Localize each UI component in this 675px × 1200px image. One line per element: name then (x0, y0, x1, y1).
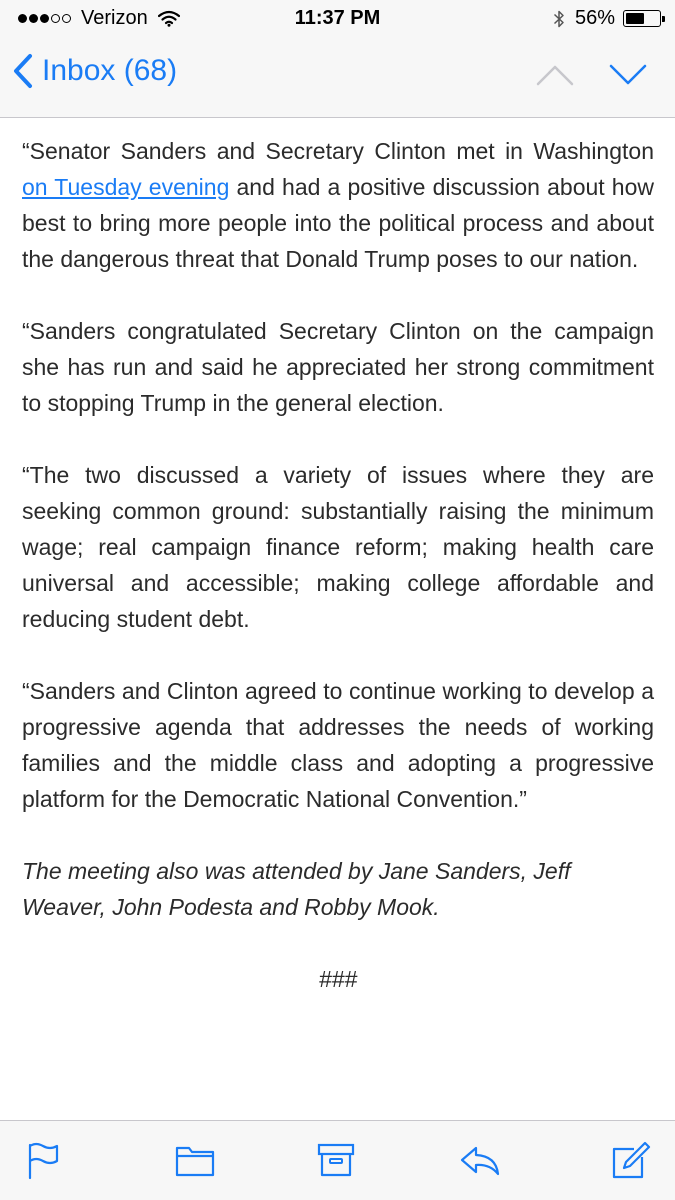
next-message-button[interactable] (608, 62, 648, 88)
date-link[interactable]: on Tuesday evening (22, 174, 230, 200)
reply-button[interactable] (454, 1137, 506, 1183)
bottom-toolbar (0, 1120, 675, 1200)
battery-icon (623, 10, 661, 27)
battery-fill (626, 13, 644, 24)
status-bar (0, 0, 675, 38)
carrier-name: Verizon (81, 7, 148, 29)
message-paragraph-5: The meeting also was attended by Jane Sanders, Jeff Weaver, John Podesta and Robby Mook. (22, 858, 571, 920)
bluetooth-icon (553, 9, 565, 29)
archive-icon (314, 1140, 358, 1180)
status-time: 11:37 PM (294, 7, 381, 29)
message-body (22, 133, 654, 997)
chevron-up-icon (535, 62, 575, 88)
message-paragraph-3: “The two discussed a variety of issues where they are seeking common ground: substantially raising the minimum wage; real campaign finance reform; making health care universal and accessible; making college affordable and reducing student debt. (22, 462, 654, 632)
nav-bar (0, 38, 675, 118)
archive-button[interactable] (310, 1137, 362, 1183)
chevron-left-icon (12, 52, 34, 90)
paragraph-text: and had a positive discussion about how best to bring more people into the political process and about the dangerous threat that Donald Trump poses to our nation. (22, 174, 654, 272)
compose-button[interactable] (604, 1137, 656, 1183)
paragraph-text: “Senator Sanders and Secretary Clinton met in Washington (22, 138, 654, 164)
message-paragraph-4: “Sanders and Clinton agreed to continue working to develop a progressive agenda that addresses the needs of working families and the middle class and adopting a progressive platform for the Democratic National Convention.” (22, 678, 654, 812)
folder-icon (173, 1140, 217, 1180)
message-paragraph-2: “Sanders congratulated Secretary Clinton on the campaign she has run and said he appreciated her strong commitment to stopping Trump in the general election. (22, 318, 654, 416)
flag-button[interactable] (18, 1137, 70, 1183)
compose-icon (608, 1140, 652, 1180)
end-mark: ### (318, 966, 358, 992)
message-paragraph-1 (22, 133, 654, 277)
reply-icon (458, 1140, 502, 1180)
status-right (553, 7, 661, 30)
chevron-down-icon (608, 62, 648, 88)
previous-message-button[interactable] (535, 62, 575, 88)
back-button-label: Inbox (68) (42, 54, 178, 87)
flag-icon (22, 1140, 66, 1180)
move-to-folder-button[interactable] (169, 1137, 221, 1183)
back-to-inbox-button[interactable] (12, 52, 177, 90)
battery-percent: 56% (574, 7, 615, 29)
